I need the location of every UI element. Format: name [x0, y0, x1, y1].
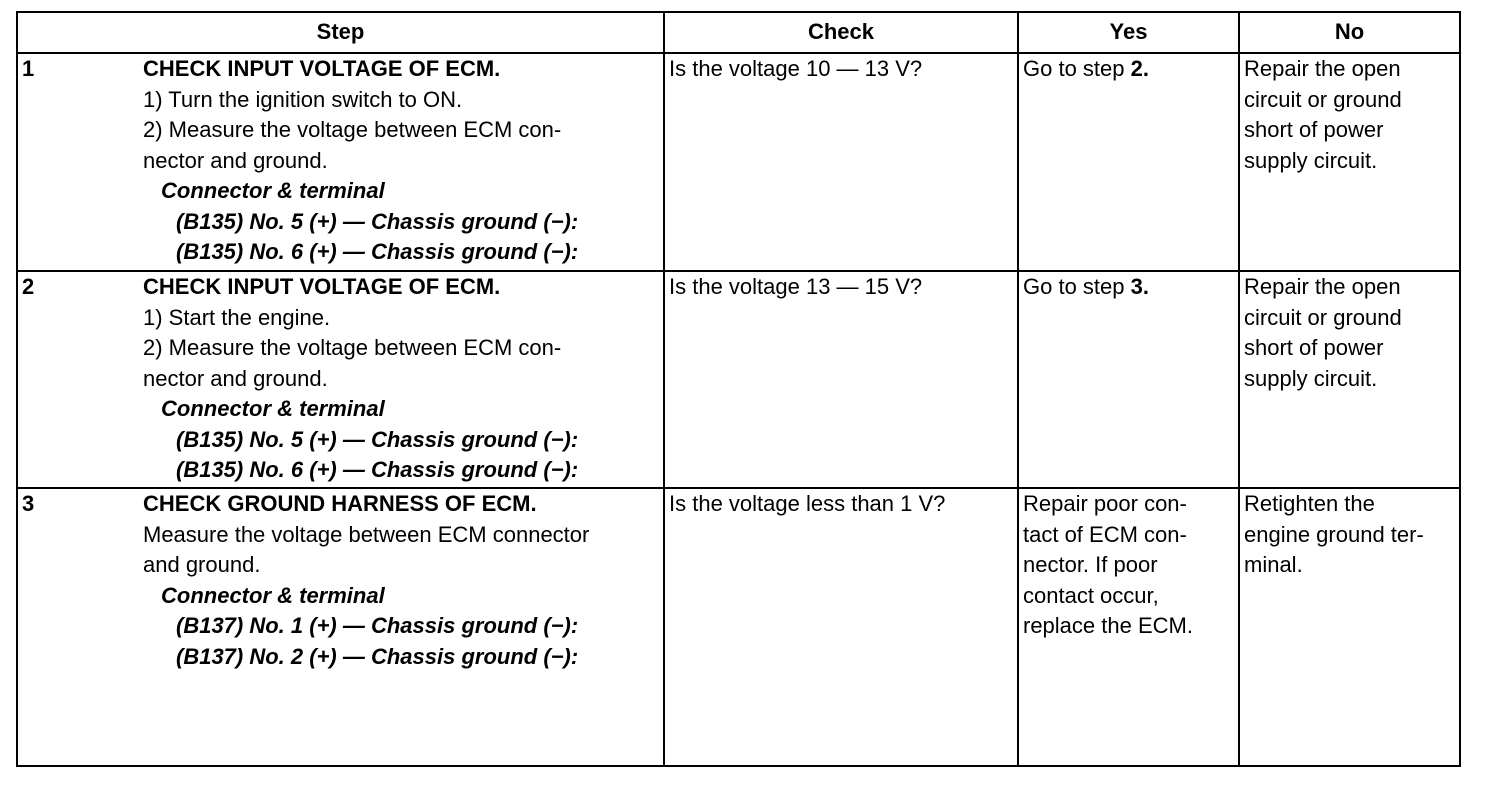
step-instruction: and ground.: [143, 552, 261, 577]
step-number: 2: [22, 274, 35, 299]
connector-terminal: (B135) No. 6 (+) — Chassis ground (−):: [176, 457, 579, 482]
step-number: 3: [22, 491, 35, 516]
diagnostic-table: [16, 11, 1461, 767]
no-cell: [1239, 271, 1460, 488]
yes-line: Repair poor con-: [1023, 491, 1187, 516]
header-step: Step: [17, 12, 664, 53]
step-number: 1: [22, 56, 35, 81]
step-body: [143, 272, 659, 486]
step-instruction: nector and ground.: [143, 147, 328, 173]
connector-terminal: (B135) No. 5 (+) — Chassis ground (−):: [176, 426, 579, 452]
no-line: short of power: [1244, 335, 1384, 360]
yes-line: nector. If poor: [1023, 552, 1158, 577]
step-instruction: 2) Measure the voltage between ECM con-: [143, 335, 562, 360]
yes-text: Go to step: [1023, 274, 1131, 299]
no-cell: [1239, 488, 1460, 766]
no-line: engine ground ter-: [1244, 521, 1424, 547]
table-row: [17, 53, 1460, 271]
yes-line: replace the ECM.: [1023, 613, 1193, 638]
step-title: CHECK INPUT VOLTAGE OF ECM.: [143, 56, 501, 81]
step-instruction: 1) Start the engine.: [143, 304, 331, 330]
yes-text: Go to step: [1023, 56, 1131, 81]
connector-heading: Connector & terminal: [161, 582, 385, 608]
connector-terminal: (B135) No. 5 (+) — Chassis ground (−):: [176, 208, 579, 234]
header-yes: Yes: [1018, 12, 1239, 53]
step-title: CHECK INPUT VOLTAGE OF ECM.: [143, 274, 501, 299]
yes-cell: [1018, 271, 1239, 488]
check-cell: Is the voltage 13 — 15 V?: [664, 271, 1018, 488]
no-line: supply circuit.: [1244, 365, 1378, 391]
no-line: Retighten the: [1244, 491, 1375, 516]
no-line: Repair the open: [1244, 274, 1401, 299]
no-cell: [1239, 53, 1460, 271]
step-instruction: nector and ground.: [143, 365, 328, 391]
connector-terminal: (B137) No. 1 (+) — Chassis ground (−):: [176, 613, 579, 638]
no-line: circuit or ground: [1244, 304, 1402, 330]
yes-cell: [1018, 488, 1239, 766]
header-check: Check: [664, 12, 1018, 53]
yes-cell: [1018, 53, 1239, 271]
step-cell: [17, 271, 664, 488]
step-title: CHECK GROUND HARNESS OF ECM.: [143, 491, 537, 516]
step-cell: [17, 53, 664, 271]
header-row: [17, 12, 1460, 53]
step-body: [143, 489, 659, 672]
no-line: supply circuit.: [1244, 147, 1378, 173]
check-cell: Is the voltage less than 1 V?: [664, 488, 1018, 766]
connector-terminal: (B137) No. 2 (+) — Chassis ground (−):: [176, 643, 579, 669]
yes-line: tact of ECM con-: [1023, 521, 1187, 547]
no-line: Repair the open: [1244, 56, 1401, 81]
yes-step-ref: 3.: [1130, 274, 1149, 299]
step-body: [143, 54, 659, 268]
step-instruction: Measure the voltage between ECM connector: [143, 521, 590, 547]
connector-heading: Connector & terminal: [161, 178, 385, 203]
table-row: [17, 488, 1460, 766]
table-row: [17, 271, 1460, 488]
header-no: No: [1239, 12, 1460, 53]
step-cell: [17, 488, 664, 766]
no-line: circuit or ground: [1244, 86, 1402, 112]
step-instruction: 1) Turn the ignition switch to ON.: [143, 86, 463, 112]
no-line: short of power: [1244, 117, 1384, 142]
connector-terminal: (B135) No. 6 (+) — Chassis ground (−):: [176, 239, 579, 264]
no-line: minal.: [1244, 552, 1303, 577]
step-instruction: 2) Measure the voltage between ECM con-: [143, 117, 562, 142]
yes-line: contact occur,: [1023, 582, 1159, 608]
check-cell: Is the voltage 10 — 13 V?: [664, 53, 1018, 271]
connector-heading: Connector & terminal: [161, 396, 385, 421]
yes-step-ref: 2.: [1130, 56, 1149, 81]
